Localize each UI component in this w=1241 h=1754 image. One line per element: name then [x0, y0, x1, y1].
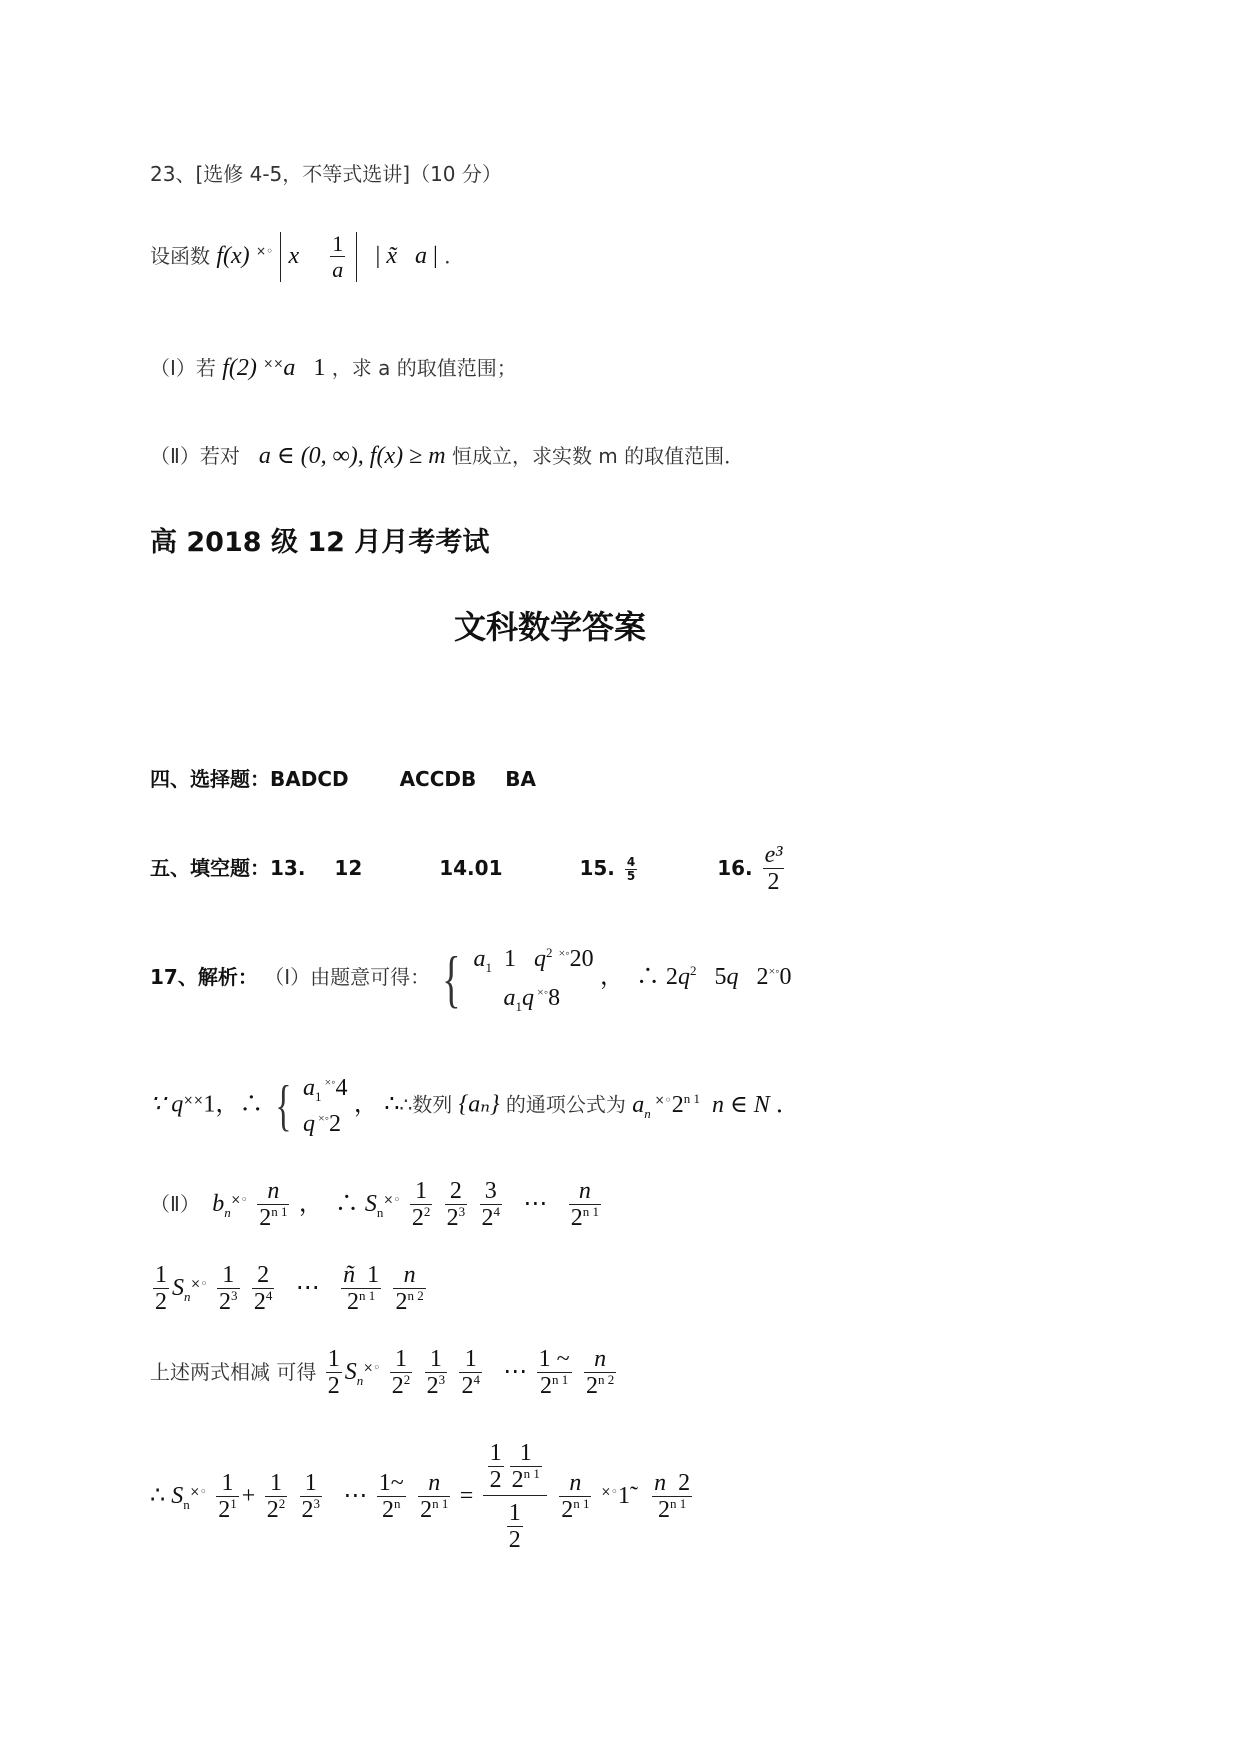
exam-title: 高 2018 级 12 月月考考试	[150, 527, 490, 558]
section5-fill: 五、填空题：13. 12 14.01 15. $\frac{4}{5}$ 16. $\frac{\text{e³}}{2}$	[150, 842, 783, 896]
q17-sn-result: ∴ $S_n^{\times◦}$ $\frac{1}{2^1}$ + $\frac{1}{2^2}$ $\frac{1}{2^3}$ ⋯ $\frac{1\sim}{2^n}$ $\frac{n}{2^{n 1}}$ = $\frac{1}{2}$ $\frac{1}{2^{n 1}}$ $\frac{1}{2}$ $\frac{n}{2^{n 1}}$ ×◦1̃ $\frac{n 2}{2^{n 1}}$	[150, 1440, 691, 1554]
q17-system1: $a_1$ 1 $q^2$ ×◦20 $a_1q$ ×◦8	[473, 945, 594, 1014]
q23-abs-expr: x $\frac{1}{a}$	[280, 232, 358, 282]
q23-part1: （Ⅰ）若 f(2) ××a 1 ，求 a 的取值范围；	[150, 355, 517, 381]
answer-title: 文科数学答案	[453, 608, 646, 646]
q17-since: ∵ q××1，∴ { $a_1$ ×◦4 q ×◦2 ， ∴∴数列 {aₙ} 的通项公式为 $a_n$ $^{\times◦}2^{n 1}$ n ∈ N ．	[150, 1070, 800, 1142]
q23-intro: 设函数	[150, 243, 210, 268]
q17-part2-bn: （Ⅱ） $b_n^{\times◦}$ $\frac{n}{2^{n 1}}$ ， ∴ $S_n^{\times◦}$ $\frac{1}{2^2}$ $\frac{2}{2^3}$ $\frac{3}{2^4}$ ⋯ $\frac{n}{2^{n 1}}$	[150, 1178, 599, 1232]
q17-half-sn: $\frac{1}{2}$ $S_n^{\times◦}$ $\frac{1}{2^3}$ $\frac{2}{2^4}$ ⋯ $\frac{ñ 1}{2^{n 1}}$ $\frac{n}{2^{n 2}}$	[155, 1262, 424, 1316]
q23-title: 23、[选修 4-5，不等式选讲]（10 分）	[150, 162, 502, 186]
q17-part1: 17、解析： （Ⅰ）由题意可得： { $a_1$ 1 $q^2$ ×◦20 $a_1q$ ×◦8 ， ∴ $2q^2$ 5q 2×◦0	[150, 940, 791, 1017]
q23-function-line: 设函数 f(x) ×◦ x $\frac{1}{a}$ | x̃ a | ．	[150, 231, 465, 283]
q23-fx: f(x)	[216, 242, 250, 269]
q17-system2: $a_1$ ×◦4 q ×◦2	[303, 1075, 348, 1138]
q17-subtract: 上述两式相减 可得 $\frac{1}{2}$ $S_n^{\times◦}$ $\frac{1}{2^2}$ $\frac{1}{2^3}$ $\frac{1}{2^4}$ ⋯ $\frac{1 \sim}{2^{n 1}}$ $\frac{n}{2^{n 2}}$	[150, 1346, 615, 1400]
section4-choice: 四、选择题：BADCD ACCDB BA	[150, 767, 536, 791]
q23-part2: （Ⅱ）若对 a ∈ (0, ∞), f(x) ≥ m 恒成立，求实数 m 的取值范围．	[150, 443, 745, 469]
